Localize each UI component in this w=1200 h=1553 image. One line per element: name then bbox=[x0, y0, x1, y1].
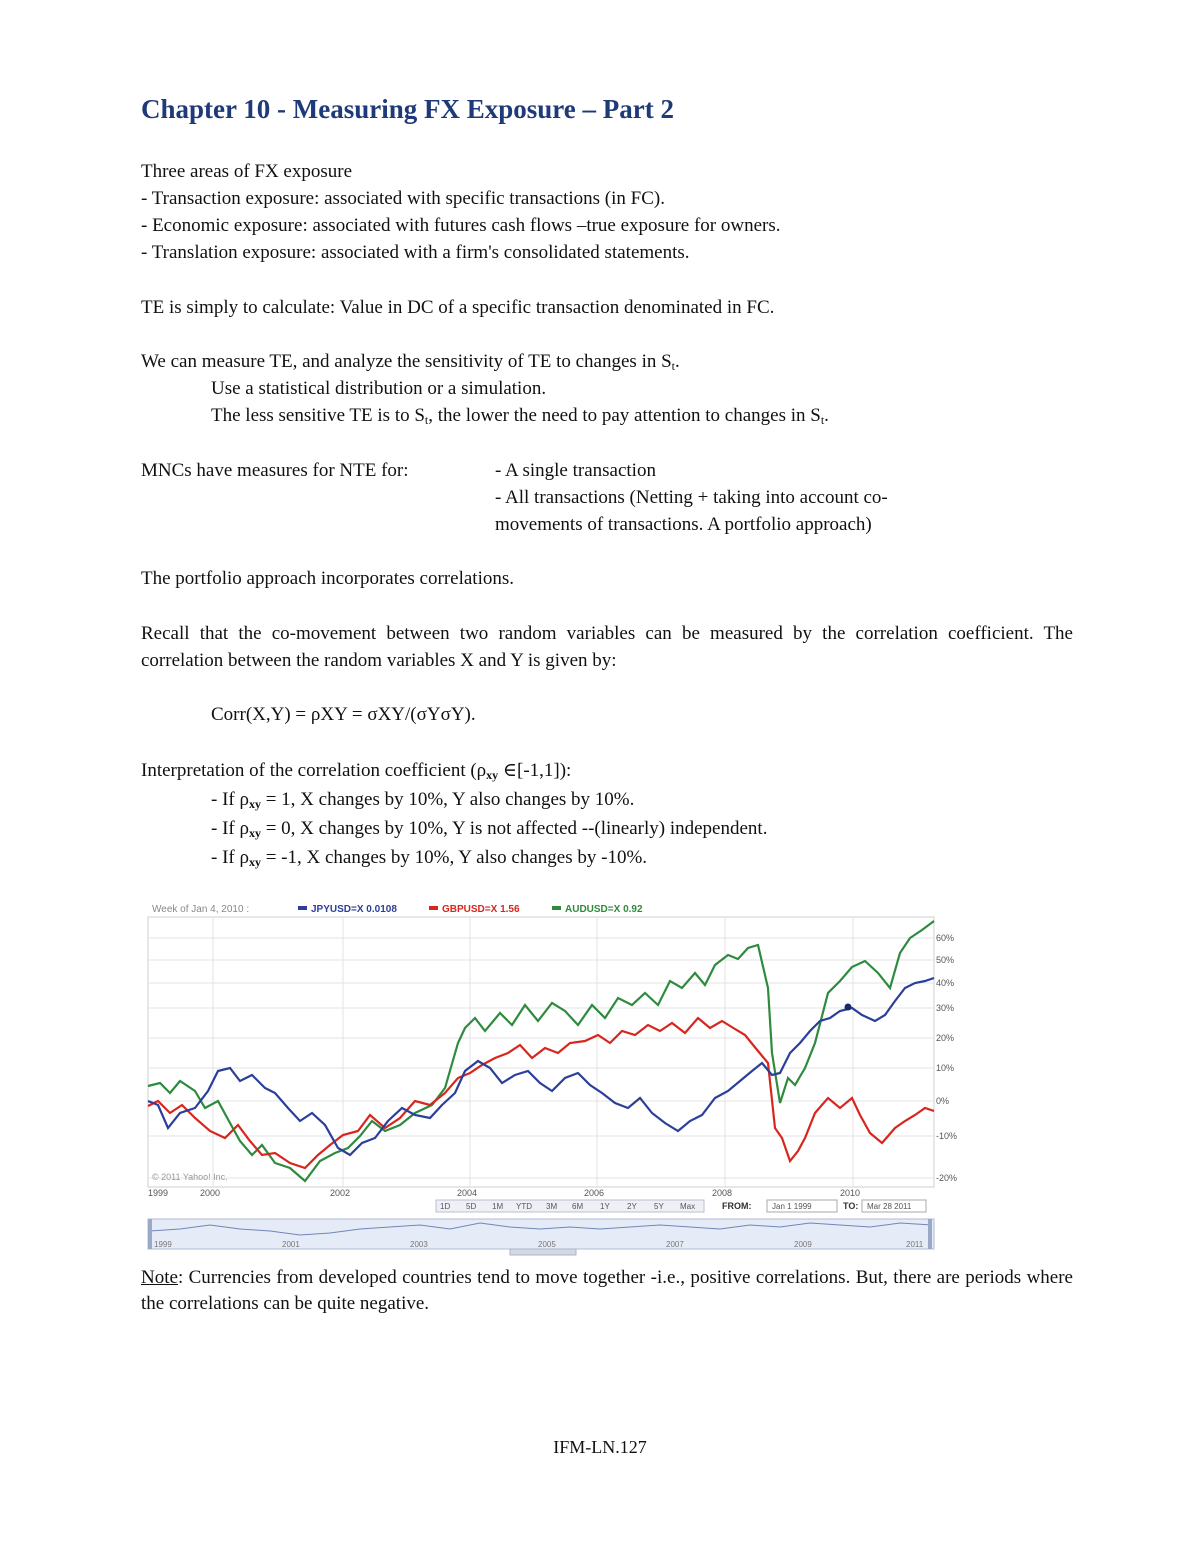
nav-tick: 2005 bbox=[538, 1240, 556, 1249]
range-button[interactable]: 1D bbox=[440, 1202, 451, 1211]
fx-chart bbox=[140, 893, 958, 1257]
interpretation-title: Interpretation of the correlation coefficient ($\rho_{xy}$ ∈[-1,1]): bbox=[141, 760, 572, 782]
correlation-formula: Corr(X,Y) = ρXY = σXY/(σYσY). bbox=[211, 704, 476, 725]
range-button[interactable]: YTD bbox=[516, 1202, 532, 1211]
interpretation-item: - If $\rho_{xy} = 1$, X changes by 10%, Y also changes by 10%. bbox=[211, 789, 635, 811]
y-tick: 0% bbox=[936, 1096, 950, 1106]
mnc-all-2: movements of transactions. A portfolio approach) bbox=[495, 514, 872, 535]
chart-header: Week of Jan 4, 2010 : bbox=[152, 904, 250, 915]
range-button[interactable]: 2Y bbox=[627, 1202, 637, 1211]
portfolio-text: The portfolio approach incorporates correlations. bbox=[141, 568, 514, 589]
nav-tick: 2007 bbox=[666, 1240, 684, 1249]
note-paragraph bbox=[141, 1265, 1073, 1317]
page-title: Chapter 10 - Measuring FX Exposure – Part 2 bbox=[141, 94, 674, 124]
range-button[interactable]: 5D bbox=[466, 1202, 477, 1211]
area-item-translation: - Translation exposure: associated with a firm's consolidated statements. bbox=[141, 242, 690, 263]
y-tick: 60% bbox=[936, 933, 955, 943]
nav-tick: 2003 bbox=[410, 1240, 428, 1249]
nav-tick: 2001 bbox=[282, 1240, 300, 1249]
measure-line-2: Use a statistical distribution or a simulation. bbox=[211, 378, 547, 399]
note-label: Note bbox=[141, 1267, 178, 1288]
y-tick: 30% bbox=[936, 1003, 955, 1013]
to-value: Mar 28 2011 bbox=[867, 1202, 912, 1211]
nav-tick: 2011 bbox=[906, 1240, 924, 1249]
from-label: FROM: bbox=[722, 1201, 752, 1211]
range-buttons bbox=[436, 1200, 704, 1212]
measure-line-3: The less sensitive TE is to $S_t$, the lower the need to pay attention to changes in $S_t$. bbox=[211, 405, 829, 427]
x-tick: 1999 bbox=[148, 1188, 169, 1198]
te-calc-text: TE is simply to calculate: Value in DC of a specific transaction denominated in FC. bbox=[141, 297, 775, 318]
measure-line-1: We can measure TE, and analyze the sensitivity of TE to changes in $S_t$. bbox=[141, 351, 680, 373]
x-tick: 2002 bbox=[330, 1188, 351, 1198]
chart-marker bbox=[845, 1004, 852, 1011]
y-tick: 20% bbox=[936, 1033, 955, 1043]
y-tick: 10% bbox=[936, 1063, 955, 1073]
to-label: TO: bbox=[843, 1201, 859, 1211]
mnc-all-1: - All transactions (Netting + taking into account co- bbox=[495, 487, 888, 508]
legend-gbp: GBPUSD=X 1.56 bbox=[442, 904, 520, 915]
y-tick: 50% bbox=[936, 955, 955, 965]
x-tick: 2008 bbox=[712, 1188, 733, 1198]
page-footer: IFM-LN.127 bbox=[553, 1437, 647, 1457]
interpretation-item: - If $\rho_{xy} = 0$, X changes by 10%, Y is not affected --(linearly) independent. bbox=[211, 818, 768, 840]
from-value: Jan 1 1999 bbox=[772, 1202, 812, 1211]
y-tick: 40% bbox=[936, 978, 955, 988]
range-button[interactable]: 3M bbox=[546, 1202, 558, 1211]
areas-intro: Three areas of FX exposure bbox=[141, 161, 353, 182]
chart-copyright: © 2011 Yahoo! Inc. bbox=[152, 1172, 228, 1182]
x-tick: 2006 bbox=[584, 1188, 605, 1198]
range-button[interactable]: 6M bbox=[572, 1202, 584, 1211]
nav-tick: 2009 bbox=[794, 1240, 812, 1249]
range-button[interactable]: 1Y bbox=[600, 1202, 610, 1211]
y-tick: -10% bbox=[936, 1131, 958, 1141]
range-button[interactable]: 5Y bbox=[654, 1202, 664, 1211]
x-tick: 2000 bbox=[200, 1188, 221, 1198]
x-tick: 2004 bbox=[457, 1188, 478, 1198]
area-item-transaction: - Transaction exposure: associated with specific transactions (in FC). bbox=[141, 188, 665, 209]
legend-jpy: JPYUSD=X 0.0108 bbox=[311, 904, 397, 915]
interpretation-item: - If $\rho_{xy} = -1$, X changes by 10%, Y also changes by -10%. bbox=[211, 847, 648, 869]
mnc-single: - A single transaction bbox=[495, 460, 656, 481]
chart-legend bbox=[298, 904, 643, 915]
nav-tick: 1999 bbox=[154, 1240, 172, 1249]
area-item-economic: - Economic exposure: associated with futures cash flows –true exposure for owners. bbox=[141, 215, 781, 236]
range-button[interactable]: 1M bbox=[492, 1202, 504, 1211]
legend-aud: AUDUSD=X 0.92 bbox=[565, 904, 643, 915]
recall-paragraph: Recall that the co-movement between two random variables can be measured by the correlation coefficient. The correlation between the random variables X and Y is given by: bbox=[141, 623, 1073, 671]
note-text: : Currencies from developed countries tend to move together -i.e., positive correlations. But, there are periods where the correlations can be quite negative. bbox=[141, 1267, 1073, 1314]
x-tick: 2010 bbox=[840, 1188, 861, 1198]
range-button[interactable]: Max bbox=[680, 1202, 696, 1211]
y-tick: -20% bbox=[936, 1173, 958, 1183]
mnc-label: MNCs have measures for NTE for: bbox=[141, 460, 409, 481]
